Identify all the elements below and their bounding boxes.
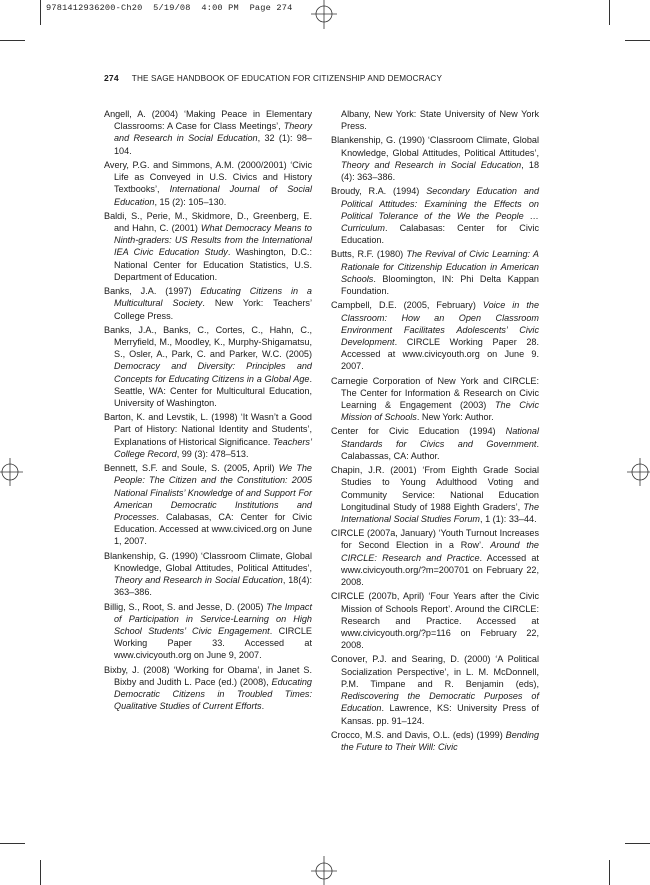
reference-entry: Crocco, M.S. and Davis, O.L. (eds) (1999) Bending the Future to Their Will: Civic	[331, 729, 539, 752]
reference-entry: Blankenship, G. (1990) ‘Classroom Climate, Global Knowledge, Global Attitudes, Political Attitudes’, Theory and Research in Social Education, 18 (4): 363–386.	[331, 135, 540, 183]
print-slug: 9781412936200-Ch20 5/19/08 4:00 PM Page 274	[46, 3, 293, 13]
reference-title: The Revival of Civic Learning: A Rationale for Citizenship Education in American Schools	[341, 249, 539, 284]
reference-title: Secondary Education and Political Attitudes: Examining the Effects on Political Tolerance of the We the People … Curriculum	[341, 186, 540, 233]
reference-title: Theory and Research in Social Education	[114, 121, 312, 144]
reference-entry: Broudy, R.A. (1994) Secondary Education and Political Attitudes: Examining the Effects on Political Tolerance of the We the People … Curriculum. Calabasas: Center for Civic Education.	[331, 186, 540, 246]
reference-title: International Journal of Social Education	[114, 184, 312, 207]
reference-title: The International Social Studies Forum	[341, 501, 539, 524]
reference-entry: Baldi, S., Perie, M., Skidmore, D., Greenberg, E. and Hahn, C. (2001) What Democracy Means to Ninth-graders: US Results from the International IEA Civic Education Study. Washington, D.C.: National Center for Education Statistics, U.S. Department of Education.	[104, 210, 312, 282]
references-right-column	[331, 108, 539, 755]
reference-entry: Conover, P.J. and Searing, D. (2000) ‘A Political Socialization Perspective’, in L. M. McDonnell, P.M. Timpane and R. Benjamin (eds), Rediscovering the Democratic Purposes of Education. Lawrence, KS: University Press of Kansas. pp. 91–124.	[331, 654, 539, 726]
registration-mark-left	[0, 457, 24, 487]
crop-mark-top-right-v	[609, 0, 610, 25]
reference-title: Teachers’ College Record	[114, 436, 312, 459]
reference-entry: Avery, P.G. and Simmons, A.M. (2000/2001) ‘Civic Life as Conveyed in U.S. Civics and History Textbooks’, International Journal of Social Education, 15 (2): 105–130.	[104, 159, 312, 207]
reference-entry: Albany, New York: State University of New York Press.	[341, 109, 539, 132]
reference-entry: Bennett, S.F. and Soule, S. (2005, April) We The People: The Citizen and the Constitution: 2005 National Finalists’ Knowledge of and Support For American Democratic Institutions and Processes. Calabasas, CA: Center for Civic Education. Accessed at www.civiced.org on June 1, 2007.	[104, 463, 312, 547]
reference-entry: Carnegie Corporation of New York and CIRCLE: The Center for Information & Research on Civic Learning & Engagement (2003) The Civic Mission of Schools. New York: Author.	[331, 375, 540, 423]
reference-title: Educating Citizens in a Multicultural Society	[114, 286, 312, 309]
registration-mark-top	[309, 0, 339, 30]
reference-title: What Democracy Means to Ninth-graders: US Results from the International IEA Civic Education Study	[114, 222, 312, 258]
crop-mark-top-right-h	[625, 40, 650, 41]
crop-mark-bottom-right-v	[609, 860, 610, 885]
reference-title: Rediscovering the Democratic Purposes of Education	[341, 691, 539, 714]
reference-entry: Angell, A. (2004) ‘Making Peace in Elementary Classrooms: A Case for Class Meetings’, Theory and Research in Social Education, 32 (1): 98–104.	[104, 109, 312, 156]
crop-mark-bottom-right-h	[625, 843, 650, 844]
running-head	[104, 73, 544, 83]
crop-mark-bottom-left-v	[40, 860, 41, 885]
reference-entry: Blankenship, G. (1990) ‘Classroom Climate, Global Knowledge, Global Attitudes, Political Attitudes’, Theory and Research in Social Education, 18(4): 363–386.	[104, 550, 312, 598]
reference-entry: Campbell, D.E. (2005, February) Voice in the Classroom: How an Open Classroom Environment Facilitates Adolescents’ Civic Development. CIRCLE Working Paper 28. Accessed at www.civicyouth.org on June 9. 2007.	[331, 300, 540, 372]
registration-mark-right	[626, 457, 650, 487]
reference-entry: CIRCLE (2007a, January) ‘Youth Turnout Increases for Second Election in a Row’. Around the CIRCLE: Research and Practice. Accessed at www.civicyouth.org/?m=200701 on February 22, 2008.	[331, 528, 539, 588]
reference-entry: Banks, J.A. (1997) Educating Citizens in a Multicultural Society. New York: Teachers’ College Press.	[104, 286, 312, 321]
reference-title: Educating Democratic Citizens in Troubled Times: Qualitative Studies of Current Efforts	[114, 676, 312, 712]
crop-mark-bottom-left-h	[0, 843, 25, 844]
reference-title: Theory and Research in Social Education	[114, 575, 283, 586]
reference-title: Voice in the Classroom: How an Open Classroom Environment Facilitates Adolescents’ Civic Development	[341, 300, 540, 347]
reference-entry: Butts, R.F. (1980) The Revival of Civic Learning: A Rationale for Citizenship Education in American Schools. Bloomington, IN: Phi Delta Kappan Foundation.	[331, 249, 539, 297]
references-left-column	[104, 108, 312, 715]
book-title: THE SAGE HANDBOOK OF EDUCATION FOR CITIZENSHIP AND DEMOCRACY	[131, 74, 443, 83]
reference-entry: Barton, K. and Levstik, L. (1998) ‘It Wasn’t a Good Part of History: National Identity and Students’, Explanations of Historical Significance. Teachers’ College Record, 99 (3): 478–513.	[104, 412, 312, 459]
reference-title: The Civic Mission of Schools	[341, 400, 540, 423]
registration-mark-bottom	[309, 856, 339, 885]
crop-mark-top-left-h	[0, 40, 25, 41]
reference-entry: Chapin, J.R. (2001) ‘From Eighth Grade Social Studies to Young Adulthood Voting and Community Service: National Education Longitudinal Study of 1988 Eighth Graders’, The International Social Studies Forum, 1 (1): 33–44.	[331, 465, 539, 524]
reference-title: Theory and Research in Social Education	[341, 159, 522, 170]
reference-title: National Standards for Civics and Government	[341, 426, 539, 449]
reference-entry: Billig, S., Root, S. and Jesse, D. (2005) The Impact of Participation in Service-Learning on High School Students’ Civic Engagement. CIRCLE Working Paper 33. Accessed at www.civicyouth.org on June 9, 2007.	[104, 601, 313, 661]
crop-mark-top-left-v	[40, 0, 41, 25]
reference-title: Bending the Future to Their Will: Civic	[341, 729, 539, 752]
reference-title: Democracy and Diversity: Principles and Concepts for Educating Citizens in a Global Age	[114, 361, 312, 384]
reference-entry: Center for Civic Education (1994) National Standards for Civics and Government. Calabassas, CA: Author.	[331, 426, 539, 461]
reference-entry: Banks, J.A., Banks, C., Cortes, C., Hahn, C., Merryfield, M., Moodley, K., Murphy-Shigamatsu, S., Osler, A., Park, C. and Parker, W.C. (2005) Democracy and Diversity: Principles and Concepts for Educating Citizens in a Global Age. Seattle, WA: Center for Multicultural Education, University of Washington.	[104, 324, 312, 409]
reference-title: The Impact of Participation in Service-Learning on High School Students’ Civic Engagement	[114, 601, 312, 636]
reference-title: Around the CIRCLE: Research and Practice	[341, 540, 539, 563]
reference-title: We The People: The Citizen and the Constitution: 2005 National Finalists’ Knowledge of and Support For American Democratic Institutions and Processes	[114, 463, 312, 522]
reference-entry: CIRCLE (2007b, April) ‘Four Years after the Civic Mission of Schools Report’. Around the CIRCLE: Research and Practice. Accessed at www.civicyouth.org/?p=116 on February 22, 2008.	[331, 591, 539, 651]
reference-entry: Bixby, J. (2008) ‘Working for Obama’, in Janet S. Bixby and Judith L. Pace (ed.) (2008), Educating Democratic Citizens in Troubled Times: Qualitative Studies of Current Efforts.	[104, 664, 312, 712]
page-number: 274	[104, 73, 119, 83]
